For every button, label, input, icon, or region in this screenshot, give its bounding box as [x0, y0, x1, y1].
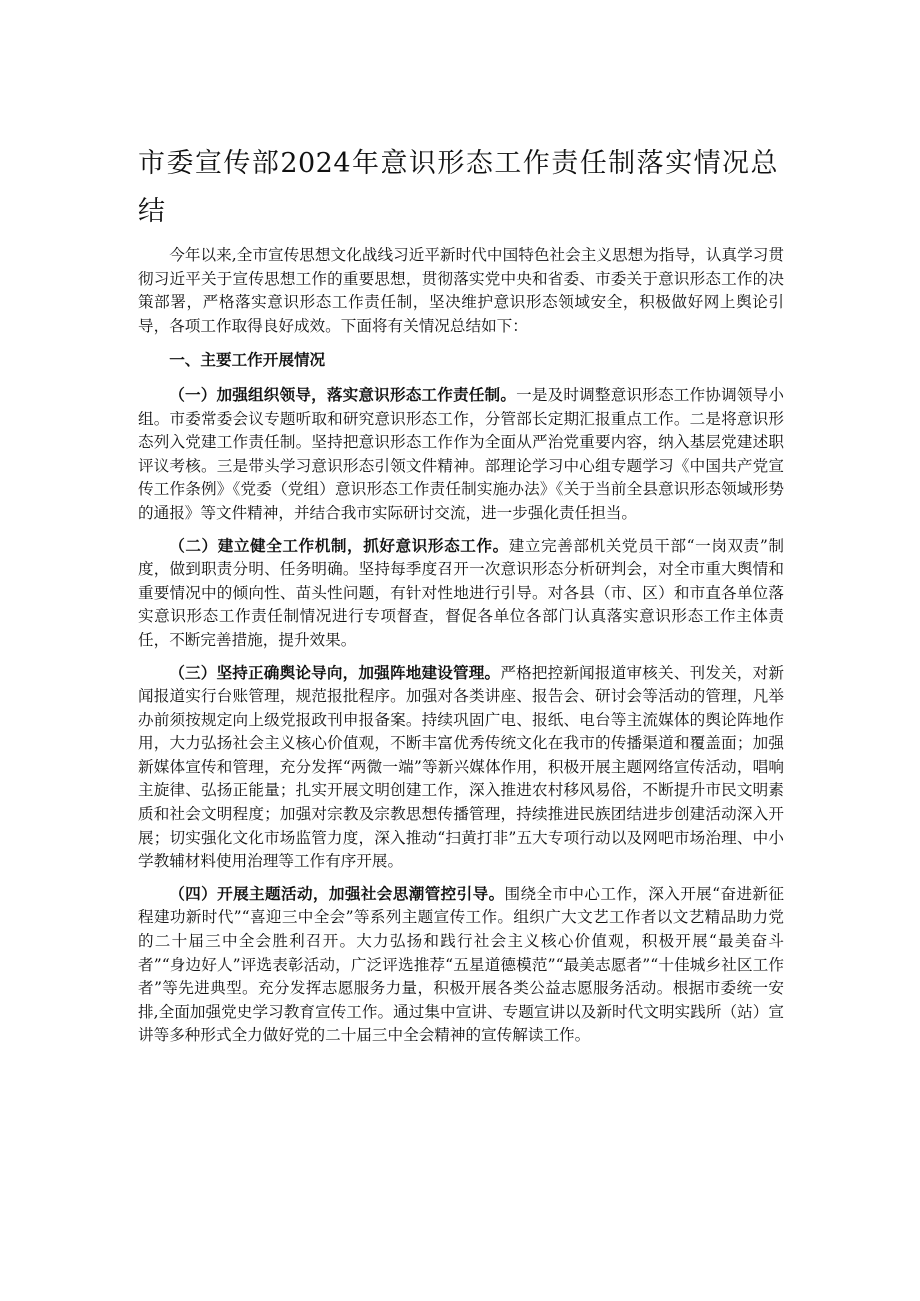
item-lead-3: （三）坚持正确舆论导向，加强阵地建设管理。: [169, 663, 501, 682]
intro-paragraph: 今年以来,全市宣传思想文化战线习近平新时代中国特色社会主义思想为指导，认真学习贯彻习近平关于宣传思想工作的重要思想，贯彻落实党中央和省委、市委关于意识形态工作的决策部署，严格落实意识形态工作责任制，坚决维护意识形态领域安全，积极做好网上舆论引导，各项工作取得良好成效。下面将有关情况总结如下：: [138, 246, 784, 335]
item-paragraph-2: [138, 535, 784, 653]
document-body: [138, 244, 784, 1048]
item-lead-2: （二）建立健全工作机制，抓好意识形态工作。: [169, 536, 509, 555]
item-text-1: 一是及时调整意识形态工作协调领导小组。市委常委会议专题听取和研究意识形态工作，分管部长定期汇报重点工作。二是将意识形态列入党建工作责任制。坚持把意识形态工作作为全面从严治党重要内容，纳入基层党建述职评议考核。三是带头学习意识形态引领文件精神。部理论学习中心组专题学习《中国共产党宣传工作条例》《党委（党组）意识形态工作责任制实施办法》《关于当前全县意识形态领域形势的通报》等文件精神，并结合我市实际研讨交流，进一步强化责任担当。: [138, 385, 784, 522]
item-paragraph-3: [138, 662, 784, 874]
item-paragraph-4: [138, 883, 784, 1048]
item-lead-4: （四）开展主题活动，加强社会思潮管控引导。: [169, 884, 505, 903]
section-heading-main-work: 一、主要工作开展情况: [169, 351, 326, 370]
item-text-2: 建立完善部机关党员干部“一岗双责”制度，做到职责分明、任务明确。坚持每季度召开一次意识形态分析研判会，对全市重大舆情和重要情况中的倾向性、苗头性问题，有针对性地进行引导。对各县（市、区）和市直各单位落实意识形态工作责任制情况进行专项督查，督促各单位各部门认真落实意识形态工作主体责任，不断完善措施，提升效果。: [138, 536, 784, 649]
item-text-3: 严格把控新闻报道审核关、刊发关，对新闻报道实行台账管理，规范报批程序。加强对各类讲座、报告会、研讨会等活动的管理，凡举办前须按规定向上级党报政刊申报备案。持续巩固广电、报纸、电台等主流媒体的舆论阵地作用，大力弘扬社会主义核心价值观，不断丰富优秀传统文化在我市的传播渠道和覆盖面；加强新媒体宣传和管理，充分发挥“两微一端”等新兴媒体作用，积极开展主题网络宣传活动，唱响主旋律、弘扬正能量；扎实开展文明创建工作，深入推进农村移风易俗，不断提升市民文明素质和社会文明程度；加强对宗教及宗教思想传播管理，持续推进民族团结进步创建活动深入开展；切实强化文化市场监管力度，深入推动“扫黄打非”五大专项行动以及网吧市场治理、中小学教辅材料使用治理等工作有序开展。: [138, 663, 784, 871]
item-lead-1: （一）加强组织领导，落实意识形态工作责任制。: [169, 385, 517, 404]
document-title: 市委宣传部2024年意识形态工作责任制落实情况总结: [138, 148, 778, 227]
item-text-4: 围绕全市中心工作，深入开展“奋进新征程建功新时代”“喜迎三中全会”等系列主题宣传工作。组织广大文艺工作者以文艺精品助力党的二十届三中全会胜利召开。大力弘扬和践行社会主义核心价值观，积极开展“最美奋斗者”“身边好人”评选表彰活动，广泛评选推荐“五星道德模范”“最美志愿者”“十佳城乡社区工作者”等先进典型。充分发挥志愿服务力量，积极开展各类公益志愿服务活动。根据市委统一安排,全面加强党史学习教育宣传工作。通过集中宣讲、专题宣讲以及新时代文明实践所（站）宣讲等多种形式全力做好党的二十届三中全会精神的宣传解读工作。: [138, 884, 784, 1045]
item-paragraph-1: [138, 384, 784, 526]
